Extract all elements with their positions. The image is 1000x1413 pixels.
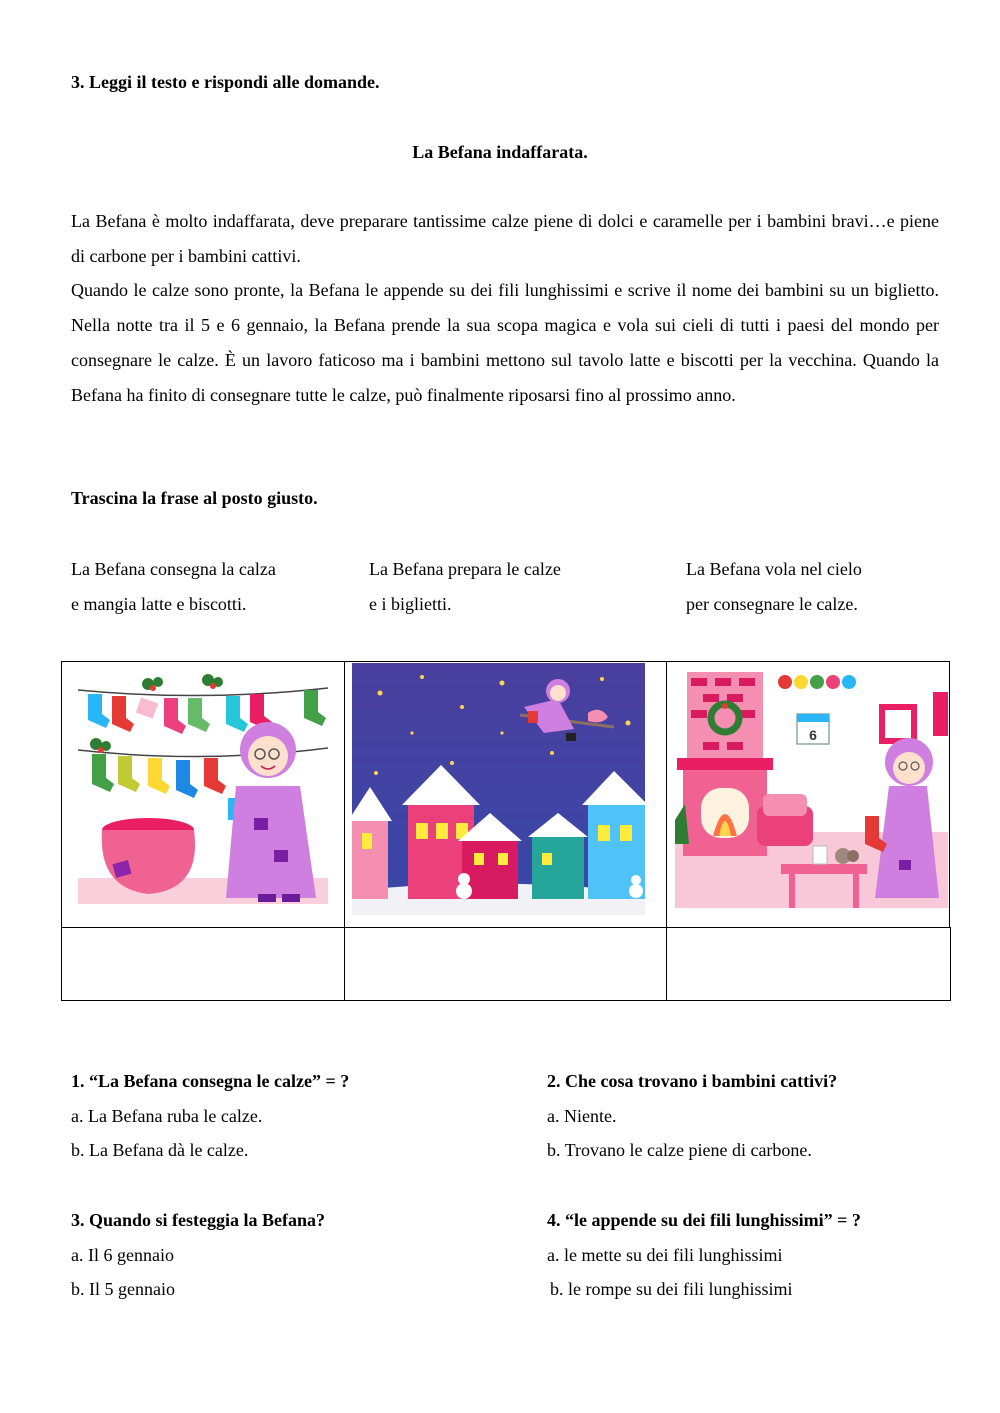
drop-zone-2[interactable] <box>344 927 667 1001</box>
question-3 <box>71 1203 325 1307</box>
drag-phrase-3-line1: La Befana vola nel cielo <box>686 559 862 579</box>
question-4-option-a[interactable]: a. le mette su dei fili lunghissimi <box>547 1244 783 1265</box>
question-3-option-a[interactable]: a. Il 6 gennaio <box>71 1244 174 1265</box>
story-text <box>71 204 939 412</box>
exercise-heading: 3. Leggi il testo e rispondi alle domande. <box>71 72 380 92</box>
question-1-option-a[interactable]: a. La Befana ruba le calze. <box>71 1105 263 1126</box>
question-2-option-b[interactable]: b. Trovano le calze piene di carbone. <box>547 1140 812 1160</box>
question-3-text: 3. Quando si festeggia la Befana? <box>71 1210 326 1230</box>
drag-instruction: Trascina la frase al posto giusto. <box>71 488 318 508</box>
drag-phrase-2[interactable] <box>369 552 561 621</box>
question-4 <box>547 1203 861 1307</box>
question-1-text: 1. “La Befana consegna le calze” = ? <box>71 1071 350 1091</box>
question-2-option-a[interactable]: a. Niente. <box>547 1105 617 1126</box>
question-4-option-b[interactable]: b. le rompe su dei fili lunghissimi <box>550 1279 793 1299</box>
question-2 <box>547 1064 837 1168</box>
question-1 <box>71 1064 349 1168</box>
story-paragraph-2: Quando le calze sono pronte, la Befana le appende su dei fili lunghissimi e scrive il nome dei bambini su un biglietto. Nella notte tra il 5 e 6 gennaio, la Befana prende la sua scopa magica e vola sui cieli di tutti i paesi del mondo per consegnare le calze. È un lavoro faticoso ma i bambini mettono sul tavolo latte e biscotti per la vecchina. Quando la Befana ha finito di consegnare tutte le calze, può finalmente riposarsi fino al prossimo anno. <box>71 280 939 405</box>
question-4-text: 4. “le appende su dei fili lunghissimi” = ? <box>547 1210 861 1230</box>
befana-fireplace-illustration <box>675 664 948 908</box>
question-2-text: 2. Che cosa trovano i bambini cattivi? <box>547 1071 838 1091</box>
question-1-option-b[interactable]: b. La Befana dà le calze. <box>71 1140 249 1160</box>
story-paragraph-1: La Befana è molto indaffarata, deve preparare tantissime calze piene di dolci e caramelle per i bambini bravi…e piene di carbone per i bambini cattivi. <box>71 211 939 266</box>
story-title: La Befana indaffarata. <box>412 142 588 162</box>
befana-preparing-stockings-illustration <box>78 668 328 904</box>
drag-phrase-1[interactable] <box>71 552 276 621</box>
drop-zone-1[interactable] <box>61 927 345 1001</box>
drag-phrase-2-line1: La Befana prepara le calze <box>369 559 561 579</box>
drag-phrase-3-line2: per consegnare le calze. <box>686 593 858 614</box>
drag-phrase-2-line2: e i biglietti. <box>369 593 452 614</box>
drag-phrase-3[interactable] <box>686 552 862 621</box>
drop-zone-3[interactable] <box>666 927 951 1001</box>
question-3-option-b[interactable]: b. Il 5 gennaio <box>71 1279 175 1299</box>
drag-phrase-1-line2: e mangia latte e biscotti. <box>71 593 247 614</box>
drag-phrase-1-line1: La Befana consegna la calza <box>71 559 276 579</box>
calendar-day-label: 6 <box>809 727 817 743</box>
befana-flying-night-village-illustration <box>352 663 645 915</box>
